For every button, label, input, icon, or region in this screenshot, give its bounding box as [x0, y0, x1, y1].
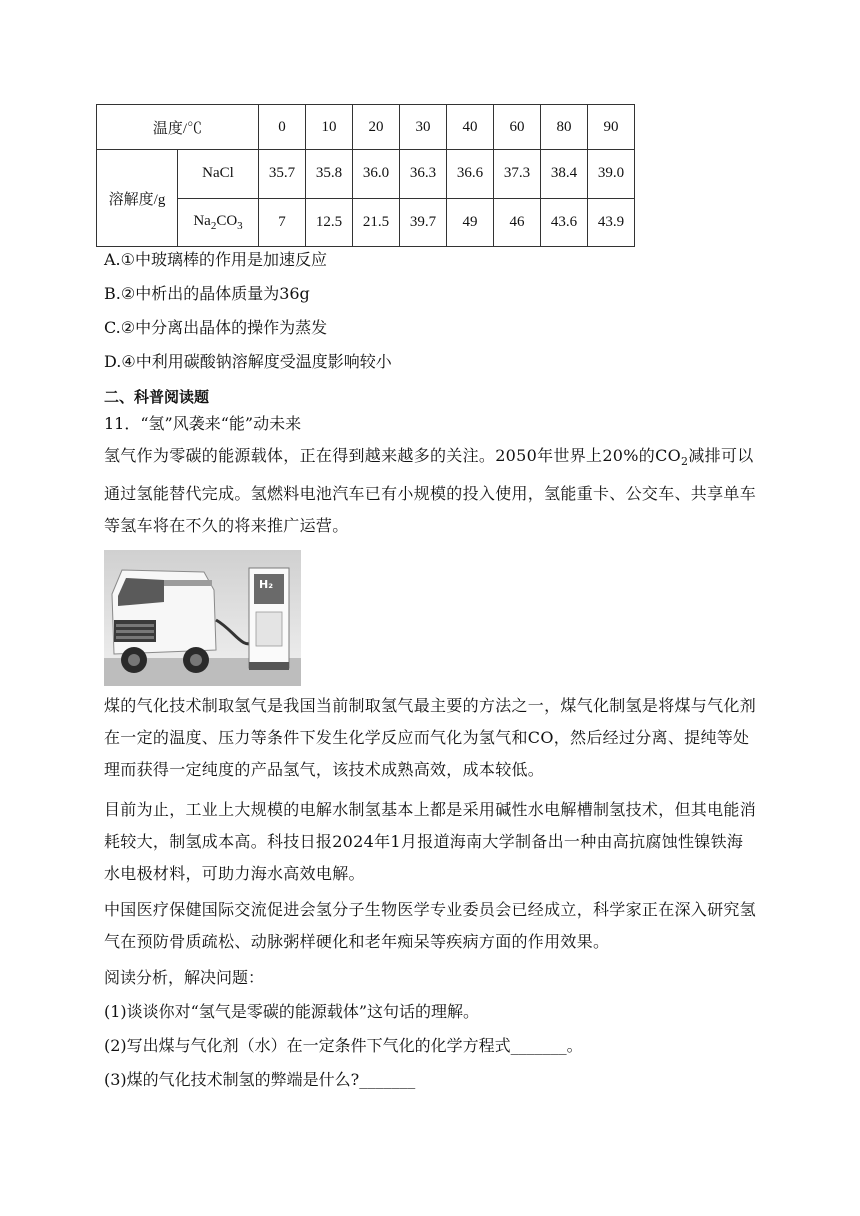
nacl-cell: 38.4 [541, 150, 588, 199]
temp-cell: 0 [259, 105, 306, 150]
h2-station-label: H₂ [259, 578, 274, 591]
temp-cell: 40 [447, 105, 494, 150]
nacl-cell: 36.6 [447, 150, 494, 199]
na2co3-cell: 43.9 [588, 198, 635, 247]
paragraph-2: 煤的气化技术制取氢气是我国当前制取氢气最主要的方法之一，煤气化制氢是将煤与气化剂在一定的温度、压力等条件下发生化学反应而气化为氢气和CO，然后经过分离、提纯等处理而获得一定纯度的产品氢气，该技术成熟高效，成本较低。 [104, 696, 757, 779]
na2co3-cell: 21.5 [353, 198, 400, 247]
nacl-cell: 39.0 [588, 150, 635, 199]
option-d: D.④中利用碳酸钠溶解度受温度影响较小 [104, 352, 392, 371]
na2co3-cell: 43.6 [541, 198, 588, 247]
sub-question-3: (3)煤的气化技术制氢的弊端是什么?_______ [104, 1070, 416, 1089]
paragraph-3: 目前为止，工业上大规模的电解水制氢基本上都是采用碱性水电解槽制氢技术，但其电能消耗较大，制氢成本高。科技日报2024年1月报道海南大学制备出一种由高抗腐蚀性镍铁海水电极材料，可助力海水高效电解。 [104, 800, 757, 883]
solubility-row-header: 溶解度/g [97, 150, 178, 247]
section-title: 二、科普阅读题 [104, 388, 210, 406]
nacl-cell: 37.3 [494, 150, 541, 199]
na2co3-cell: 12.5 [306, 198, 353, 247]
nacl-cell: 36.0 [353, 150, 400, 199]
nacl-label: NaCl [178, 150, 259, 199]
option-c: C.②中分离出晶体的操作为蒸发 [104, 318, 328, 337]
temp-cell: 20 [353, 105, 400, 150]
table-row [97, 198, 635, 247]
nacl-cell: 35.8 [306, 150, 353, 199]
temperature-header: 温度/℃ [97, 105, 259, 150]
na2co3-cell: 46 [494, 198, 541, 247]
temp-cell: 80 [541, 105, 588, 150]
temp-cell: 60 [494, 105, 541, 150]
table-header-row [97, 105, 635, 150]
sub-question-1: (1)谈谈你对“氢气是零碳的能源载体”这句话的理解。 [104, 1002, 480, 1021]
table-row [97, 150, 635, 199]
temp-cell: 90 [588, 105, 635, 150]
hydrogen-truck-photo [104, 550, 301, 686]
na2co3-cell: 39.7 [400, 198, 447, 247]
nacl-cell: 35.7 [259, 150, 306, 199]
paragraph-1: 氢气作为零碳的能源载体，正在得到越来越多的关注。2050年世界上20%的$CO_2$减排可以通过氢能替代完成。氢燃料电池汽车已有小规模的投入使用，氢能重卡、公交车、共享单车等氢车将在不久的将来推广运营。 [104, 446, 757, 536]
option-b: B.②中析出的晶体质量为36g [104, 284, 310, 303]
na2co3-cell: 49 [447, 198, 494, 247]
nacl-cell: 36.3 [400, 150, 447, 199]
truck-charging-icon [104, 550, 301, 686]
sub-question-2: (2)写出煤与气化剂（水）在一定条件下气化的化学方程式_______。 [104, 1036, 583, 1055]
na2co3-label: $Na_2CO_3$ [178, 198, 259, 247]
temp-cell: 10 [306, 105, 353, 150]
na2co3-cell: 7 [259, 198, 306, 247]
solubility-table [96, 104, 635, 247]
option-a: A.①中玻璃棒的作用是加速反应 [104, 250, 327, 269]
question-11-title: 11．“氢”风袭来“能”动未来 [104, 414, 302, 433]
temp-cell: 30 [400, 105, 447, 150]
reading-prompt: 阅读分析，解决问题： [104, 968, 265, 987]
paragraph-4: 中国医疗保健国际交流促进会氢分子生物医学专业委员会已经成立，科学家正在深入研究氢气在预防骨质疏松、动脉粥样硬化和老年痴呆等疾病方面的作用效果。 [104, 900, 757, 951]
